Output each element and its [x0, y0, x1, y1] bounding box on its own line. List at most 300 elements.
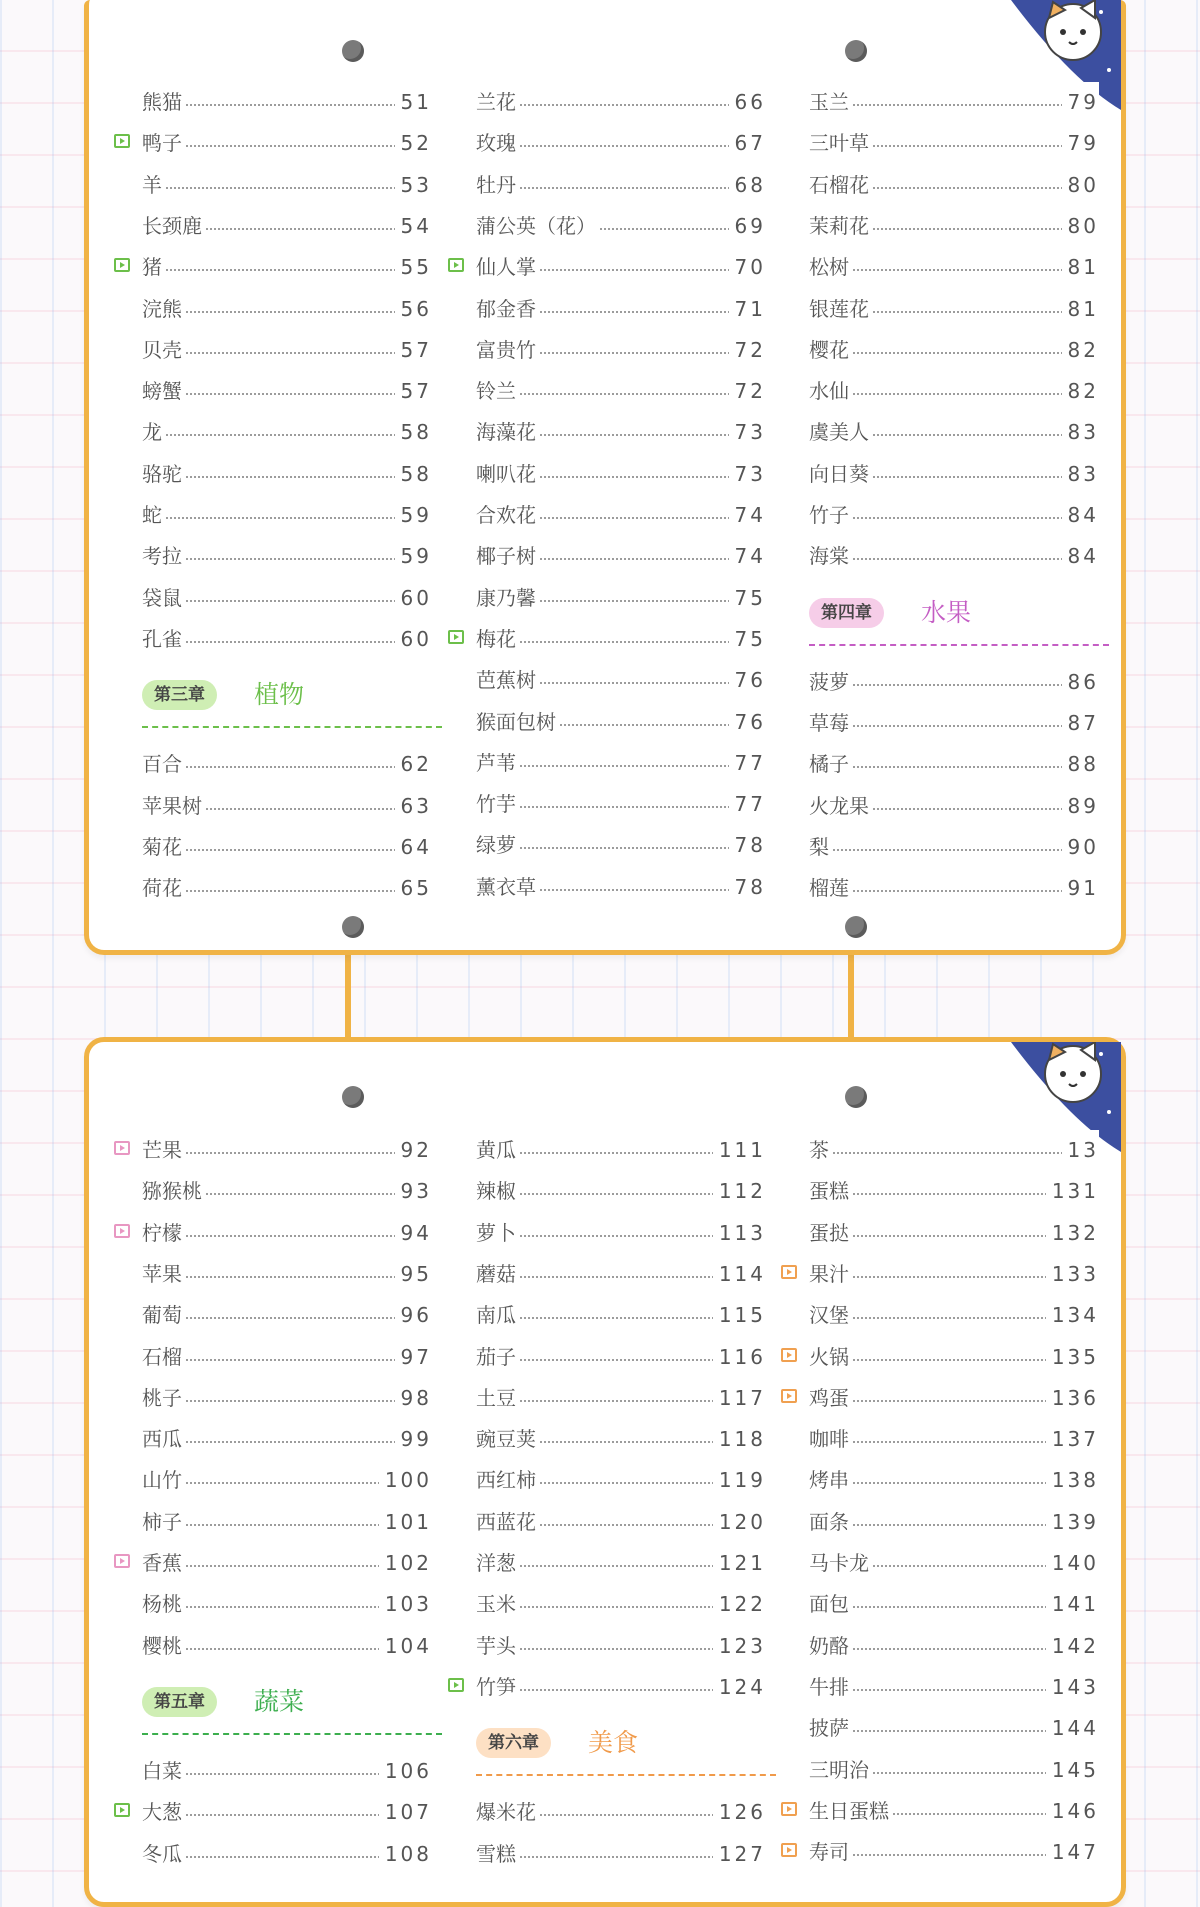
toc-entry[interactable]: [476, 1130, 766, 1170]
toc-entry[interactable]: [142, 868, 432, 908]
binder-ring: [845, 1086, 867, 1108]
page-number: 77: [729, 743, 766, 783]
entry-label: 土豆: [476, 1378, 520, 1418]
page-number: 108: [379, 1834, 432, 1874]
toc-entry[interactable]: [809, 1378, 1099, 1418]
chapter-title: 植物: [254, 680, 305, 710]
toc-entry[interactable]: [476, 1584, 766, 1624]
entry-label: 喇叭花: [476, 454, 540, 494]
toc-entry[interactable]: [142, 1378, 432, 1418]
toc-entry[interactable]: [142, 578, 432, 618]
toc-entry[interactable]: [476, 371, 766, 411]
page-number: 70: [729, 247, 766, 287]
entry-label: 竹芋: [476, 784, 520, 824]
page-number: 80: [1062, 206, 1099, 246]
video-play-icon[interactable]: [781, 1843, 797, 1857]
toc-entry[interactable]: [809, 289, 1099, 329]
entry-label: 榴莲: [809, 868, 853, 908]
entry-label: 雪糕: [476, 1834, 520, 1874]
toc-entry[interactable]: [809, 1295, 1099, 1335]
video-play-icon[interactable]: [781, 1265, 797, 1279]
entry-label: 杨桃: [142, 1584, 186, 1624]
entry-label: 骆驼: [142, 454, 186, 494]
page-number: 98: [395, 1378, 432, 1418]
page-number: 100: [379, 1460, 432, 1500]
toc-entry[interactable]: [809, 1543, 1099, 1583]
entry-label: 烤串: [809, 1460, 853, 1500]
toc-entry[interactable]: [142, 165, 432, 205]
toc-entry[interactable]: [809, 330, 1099, 370]
toc-entry[interactable]: [809, 1213, 1099, 1253]
toc-entry[interactable]: [476, 784, 766, 824]
page-number: 97: [395, 1337, 432, 1377]
entry-label: 西红柿: [476, 1460, 540, 1500]
page-number: 60: [395, 619, 432, 659]
toc-entry[interactable]: [476, 1419, 766, 1459]
entry-label: 郁金香: [476, 289, 540, 329]
entry-label: 桃子: [142, 1378, 186, 1418]
toc-entry[interactable]: [809, 1419, 1099, 1459]
chapter-heading: [809, 592, 1109, 646]
toc-entry[interactable]: [809, 786, 1099, 826]
toc-entry[interactable]: [809, 1667, 1099, 1707]
toc-entry[interactable]: [476, 1171, 766, 1211]
entry-label: 蒲公英（花）: [476, 206, 600, 246]
video-play-icon[interactable]: [448, 630, 464, 644]
page-number: 13: [1062, 1130, 1099, 1170]
toc-entry[interactable]: [809, 662, 1099, 702]
page-number: 60: [395, 578, 432, 618]
toc-entry[interactable]: [142, 1337, 432, 1377]
page-number: 141: [1046, 1584, 1099, 1624]
toc-entry[interactable]: [142, 1171, 432, 1211]
chapter-divider: [809, 644, 1109, 646]
entry-label: 爆米花: [476, 1792, 540, 1832]
toc-entry[interactable]: [142, 289, 432, 329]
page-number: 72: [729, 330, 766, 370]
toc-entry[interactable]: [142, 123, 432, 163]
toc-entry[interactable]: [476, 165, 766, 205]
entry-label: 海藻花: [476, 412, 540, 452]
entry-label: 水仙: [809, 371, 853, 411]
page-number: 57: [395, 371, 432, 411]
toc-entry[interactable]: [476, 578, 766, 618]
toc-entry[interactable]: [476, 1502, 766, 1542]
entry-label: 玉米: [476, 1584, 520, 1624]
video-play-icon[interactable]: [781, 1389, 797, 1403]
entry-label: 面包: [809, 1584, 853, 1624]
toc-entry[interactable]: [809, 1584, 1099, 1624]
toc-entry[interactable]: [809, 412, 1099, 452]
toc-entry[interactable]: [476, 123, 766, 163]
dot-leader: [142, 269, 432, 271]
page-number: 92: [395, 1130, 432, 1170]
page-number: 118: [713, 1419, 766, 1459]
page-number: 131: [1046, 1171, 1099, 1211]
entry-label: 洋葱: [476, 1543, 520, 1583]
entry-label: 萝卜: [476, 1213, 520, 1253]
page-number: 64: [395, 827, 432, 867]
toc-entry[interactable]: [142, 827, 432, 867]
page-number: 73: [729, 412, 766, 452]
page-number: 139: [1046, 1502, 1099, 1542]
toc-entry[interactable]: [809, 1460, 1099, 1500]
entry-label: 黄瓜: [476, 1130, 520, 1170]
entry-label: 考拉: [142, 536, 186, 576]
chapter-title: 蔬菜: [254, 1686, 305, 1716]
toc-entry[interactable]: [142, 1130, 432, 1170]
toc-entry[interactable]: [476, 1460, 766, 1500]
entry-label: 樱花: [809, 330, 853, 370]
toc-entry[interactable]: [142, 1751, 432, 1791]
page-number: 133: [1046, 1254, 1099, 1294]
page-number: 107: [379, 1792, 432, 1832]
video-play-icon[interactable]: [114, 1803, 130, 1817]
page-number: 67: [729, 123, 766, 163]
toc-entry[interactable]: [476, 825, 766, 865]
entry-label: 苹果: [142, 1254, 186, 1294]
toc-entry[interactable]: [809, 1502, 1099, 1542]
page-number: 116: [713, 1337, 766, 1377]
page-number: 71: [729, 289, 766, 329]
chapter-heading: [142, 1681, 442, 1735]
entry-label: 铃兰: [476, 371, 520, 411]
toc-entry[interactable]: [809, 1832, 1099, 1872]
toc-entry[interactable]: [142, 1213, 432, 1253]
toc-entry[interactable]: [476, 1295, 766, 1335]
entry-label: 西瓜: [142, 1419, 186, 1459]
entry-label: 辣椒: [476, 1171, 520, 1211]
dot-leader: [142, 187, 432, 189]
toc-entry[interactable]: [142, 786, 432, 826]
chapter-title: 水果: [921, 597, 972, 627]
entry-label: 羊: [142, 165, 166, 205]
entry-label: 孔雀: [142, 619, 186, 659]
chapter-tag: 第五章: [142, 1687, 217, 1717]
entry-label: 大葱: [142, 1792, 186, 1832]
binder-ring: [845, 916, 867, 938]
chapter-divider: [142, 1733, 442, 1735]
toc-entry[interactable]: [809, 1171, 1099, 1211]
page-number: 86: [1062, 662, 1099, 702]
entry-label: 三明治: [809, 1750, 873, 1790]
toc-entry[interactable]: [476, 247, 766, 287]
toc-entry[interactable]: [809, 536, 1099, 576]
page-number: 89: [1062, 786, 1099, 826]
entry-label: 薰衣草: [476, 867, 540, 907]
page-number: 59: [395, 495, 432, 535]
toc-entry[interactable]: [142, 1254, 432, 1294]
toc-entry[interactable]: [809, 82, 1099, 122]
entry-label: 长颈鹿: [142, 206, 206, 246]
dot-leader: [142, 434, 432, 436]
toc-entry[interactable]: [476, 454, 766, 494]
page-number: 75: [729, 578, 766, 618]
entry-label: 草莓: [809, 703, 853, 743]
entry-label: 芒果: [142, 1130, 186, 1170]
toc-entry[interactable]: [476, 412, 766, 452]
toc-entry[interactable]: [476, 1543, 766, 1583]
video-play-icon[interactable]: [114, 1141, 130, 1155]
chapter-tag: 第六章: [476, 1728, 551, 1758]
entry-label: 虞美人: [809, 412, 873, 452]
video-play-icon[interactable]: [114, 258, 130, 272]
toc-entry[interactable]: [142, 454, 432, 494]
page-number: 126: [713, 1792, 766, 1832]
page-number: 84: [1062, 495, 1099, 535]
toc-entry[interactable]: [142, 247, 432, 287]
entry-label: 南瓜: [476, 1295, 520, 1335]
toc-entry[interactable]: [476, 1254, 766, 1294]
toc-entry[interactable]: [142, 206, 432, 246]
toc-entry[interactable]: [809, 1750, 1099, 1790]
toc-entry[interactable]: [476, 743, 766, 783]
toc-card-top: [84, 0, 1126, 955]
page-number: 76: [729, 702, 766, 742]
entry-label: 富贵竹: [476, 330, 540, 370]
binder-ring: [342, 1086, 364, 1108]
page-number: 122: [713, 1584, 766, 1624]
entry-label: 仙人掌: [476, 247, 540, 287]
page-number: 137: [1046, 1419, 1099, 1459]
page-number: 96: [395, 1295, 432, 1335]
page-number: 121: [713, 1543, 766, 1583]
page-number: 106: [379, 1751, 432, 1791]
toc-entry[interactable]: [809, 827, 1099, 867]
video-play-icon[interactable]: [114, 134, 130, 148]
page-number: 140: [1046, 1543, 1099, 1583]
toc-entry[interactable]: [809, 454, 1099, 494]
page-number: 88: [1062, 744, 1099, 784]
video-play-icon[interactable]: [114, 1224, 130, 1238]
toc-entry[interactable]: [142, 1295, 432, 1335]
entry-label: 康乃馨: [476, 578, 540, 618]
toc-entry[interactable]: [476, 660, 766, 700]
toc-entry[interactable]: [476, 82, 766, 122]
toc-entry[interactable]: [142, 536, 432, 576]
toc-entry[interactable]: [809, 868, 1099, 908]
entry-label: 玉兰: [809, 82, 853, 122]
page-number: 82: [1062, 371, 1099, 411]
toc-entry[interactable]: [476, 1337, 766, 1377]
toc-entry[interactable]: [809, 247, 1099, 287]
page-number: 55: [395, 247, 432, 287]
page-number: 127: [713, 1834, 766, 1874]
page-number: 114: [713, 1254, 766, 1294]
chapter-heading: [476, 1722, 776, 1776]
toc-entry[interactable]: [476, 702, 766, 742]
video-play-icon[interactable]: [448, 1678, 464, 1692]
page-number: 93: [395, 1171, 432, 1211]
page-number: 66: [729, 82, 766, 122]
toc-entry[interactable]: [142, 330, 432, 370]
dot-leader: [142, 517, 432, 519]
page-number: 143: [1046, 1667, 1099, 1707]
toc-entry[interactable]: [142, 1460, 432, 1500]
page-number: 81: [1062, 247, 1099, 287]
toc-entry[interactable]: [809, 1708, 1099, 1748]
toc-entry[interactable]: [476, 867, 766, 907]
page-number: 76: [729, 660, 766, 700]
toc-entry[interactable]: [809, 1791, 1099, 1831]
entry-label: 向日葵: [809, 454, 873, 494]
page-number: 51: [395, 82, 432, 122]
entry-label: 猴面包树: [476, 702, 560, 742]
toc-entry[interactable]: [809, 1254, 1099, 1294]
toc-entry[interactable]: [142, 1626, 432, 1666]
page-number: 54: [395, 206, 432, 246]
toc-entry[interactable]: [476, 495, 766, 535]
entry-label: 梅花: [476, 619, 520, 659]
page-number: 135: [1046, 1337, 1099, 1377]
entry-label: 茉莉花: [809, 206, 873, 246]
binder-ring: [845, 40, 867, 62]
page-number: 94: [395, 1213, 432, 1253]
entry-label: 龙: [142, 412, 166, 452]
toc-entry[interactable]: [476, 1792, 766, 1832]
page-number: 132: [1046, 1213, 1099, 1253]
page-number: 103: [379, 1584, 432, 1624]
toc-entry[interactable]: [142, 1584, 432, 1624]
page-number: 112: [713, 1171, 766, 1211]
entry-label: 竹笋: [476, 1667, 520, 1707]
entry-label: 果汁: [809, 1254, 853, 1294]
toc-entry[interactable]: [809, 165, 1099, 205]
entry-label: 芭蕉树: [476, 660, 540, 700]
entry-label: 熊猫: [142, 82, 186, 122]
chapter-title: 美食: [588, 1728, 639, 1758]
page-number: 101: [379, 1502, 432, 1542]
toc-entry[interactable]: [142, 82, 432, 122]
page-number: 75: [729, 619, 766, 659]
page-number: 91: [1062, 868, 1099, 908]
page-number: 95: [395, 1254, 432, 1294]
page-number: 78: [729, 825, 766, 865]
entry-label: 芦苇: [476, 743, 520, 783]
entry-label: 银莲花: [809, 289, 873, 329]
page-number: 59: [395, 536, 432, 576]
page-number: 117: [713, 1378, 766, 1418]
toc-entry[interactable]: [809, 744, 1099, 784]
toc-entry[interactable]: [142, 1502, 432, 1542]
entry-label: 海棠: [809, 536, 853, 576]
entry-label: 鸡蛋: [809, 1378, 853, 1418]
entry-label: 蛋挞: [809, 1213, 853, 1253]
toc-entry[interactable]: [476, 289, 766, 329]
page-number: 73: [729, 454, 766, 494]
page-number: 57: [395, 330, 432, 370]
entry-label: 蛋糕: [809, 1171, 853, 1211]
entry-label: 葡萄: [142, 1295, 186, 1335]
entry-label: 山竹: [142, 1460, 186, 1500]
toc-entry[interactable]: [476, 206, 766, 246]
toc-entry[interactable]: [476, 619, 766, 659]
page-number: 138: [1046, 1460, 1099, 1500]
toc-entry[interactable]: [809, 123, 1099, 163]
video-play-icon[interactable]: [448, 258, 464, 272]
page-number: 81: [1062, 289, 1099, 329]
entry-label: 茶: [809, 1130, 833, 1170]
toc-entry[interactable]: [476, 330, 766, 370]
entry-label: 鸭子: [142, 123, 186, 163]
chapter-tag: 第三章: [142, 680, 217, 710]
entry-label: 豌豆荚: [476, 1419, 540, 1459]
entry-label: 菊花: [142, 827, 186, 867]
entry-label: 樱桃: [142, 1626, 186, 1666]
toc-entry[interactable]: [809, 1626, 1099, 1666]
toc-entry[interactable]: [476, 1626, 766, 1666]
entry-label: 贝壳: [142, 330, 186, 370]
toc-entry[interactable]: [142, 1834, 432, 1874]
page-number: 56: [395, 289, 432, 329]
toc-entry[interactable]: [142, 495, 432, 535]
toc-entry[interactable]: [476, 1213, 766, 1253]
toc-entry[interactable]: [476, 536, 766, 576]
page-number: 65: [395, 868, 432, 908]
entry-label: 石榴: [142, 1337, 186, 1377]
toc-entry[interactable]: [809, 371, 1099, 411]
entry-label: 冬瓜: [142, 1834, 186, 1874]
page-number: 62: [395, 744, 432, 784]
chapter-divider: [476, 1774, 776, 1776]
entry-label: 荷花: [142, 868, 186, 908]
page-number: 52: [395, 123, 432, 163]
page-number: 145: [1046, 1750, 1099, 1790]
toc-entry[interactable]: [476, 1378, 766, 1418]
page-number: 87: [1062, 703, 1099, 743]
entry-label: 绿萝: [476, 825, 520, 865]
page-number: 83: [1062, 412, 1099, 452]
toc-entry[interactable]: [142, 744, 432, 784]
toc-entry[interactable]: [142, 1543, 432, 1583]
page-number: 99: [395, 1419, 432, 1459]
chapter-tag: 第四章: [809, 598, 884, 628]
binder-ring: [342, 916, 364, 938]
entry-label: 咖啡: [809, 1419, 853, 1459]
toc-entry[interactable]: [809, 1337, 1099, 1377]
page-number: 124: [713, 1667, 766, 1707]
toc-entry[interactable]: [142, 1419, 432, 1459]
page-number: 111: [713, 1130, 766, 1170]
toc-entry[interactable]: [142, 1792, 432, 1832]
toc-entry[interactable]: [476, 1667, 766, 1707]
page-number: 144: [1046, 1708, 1099, 1748]
entry-label: 竹子: [809, 495, 853, 535]
toc-entry[interactable]: [809, 206, 1099, 246]
toc-entry[interactable]: [476, 1834, 766, 1874]
page-number: 82: [1062, 330, 1099, 370]
entry-label: 马卡龙: [809, 1543, 873, 1583]
video-play-icon[interactable]: [114, 1554, 130, 1568]
page-number: 90: [1062, 827, 1099, 867]
page-number: 119: [713, 1460, 766, 1500]
page-number: 77: [729, 784, 766, 824]
entry-label: 生日蛋糕: [809, 1791, 893, 1831]
toc-entry[interactable]: [809, 495, 1099, 535]
toc-entry[interactable]: [142, 619, 432, 659]
video-play-icon[interactable]: [781, 1348, 797, 1362]
toc-entry[interactable]: [809, 703, 1099, 743]
page-number: 134: [1046, 1295, 1099, 1335]
page-number: 58: [395, 412, 432, 452]
toc-entry[interactable]: [142, 412, 432, 452]
toc-entry[interactable]: [809, 1130, 1099, 1170]
page-number: 74: [729, 536, 766, 576]
entry-label: 百合: [142, 744, 186, 784]
toc-entry[interactable]: [142, 371, 432, 411]
video-play-icon[interactable]: [781, 1802, 797, 1816]
entry-label: 芋头: [476, 1626, 520, 1666]
